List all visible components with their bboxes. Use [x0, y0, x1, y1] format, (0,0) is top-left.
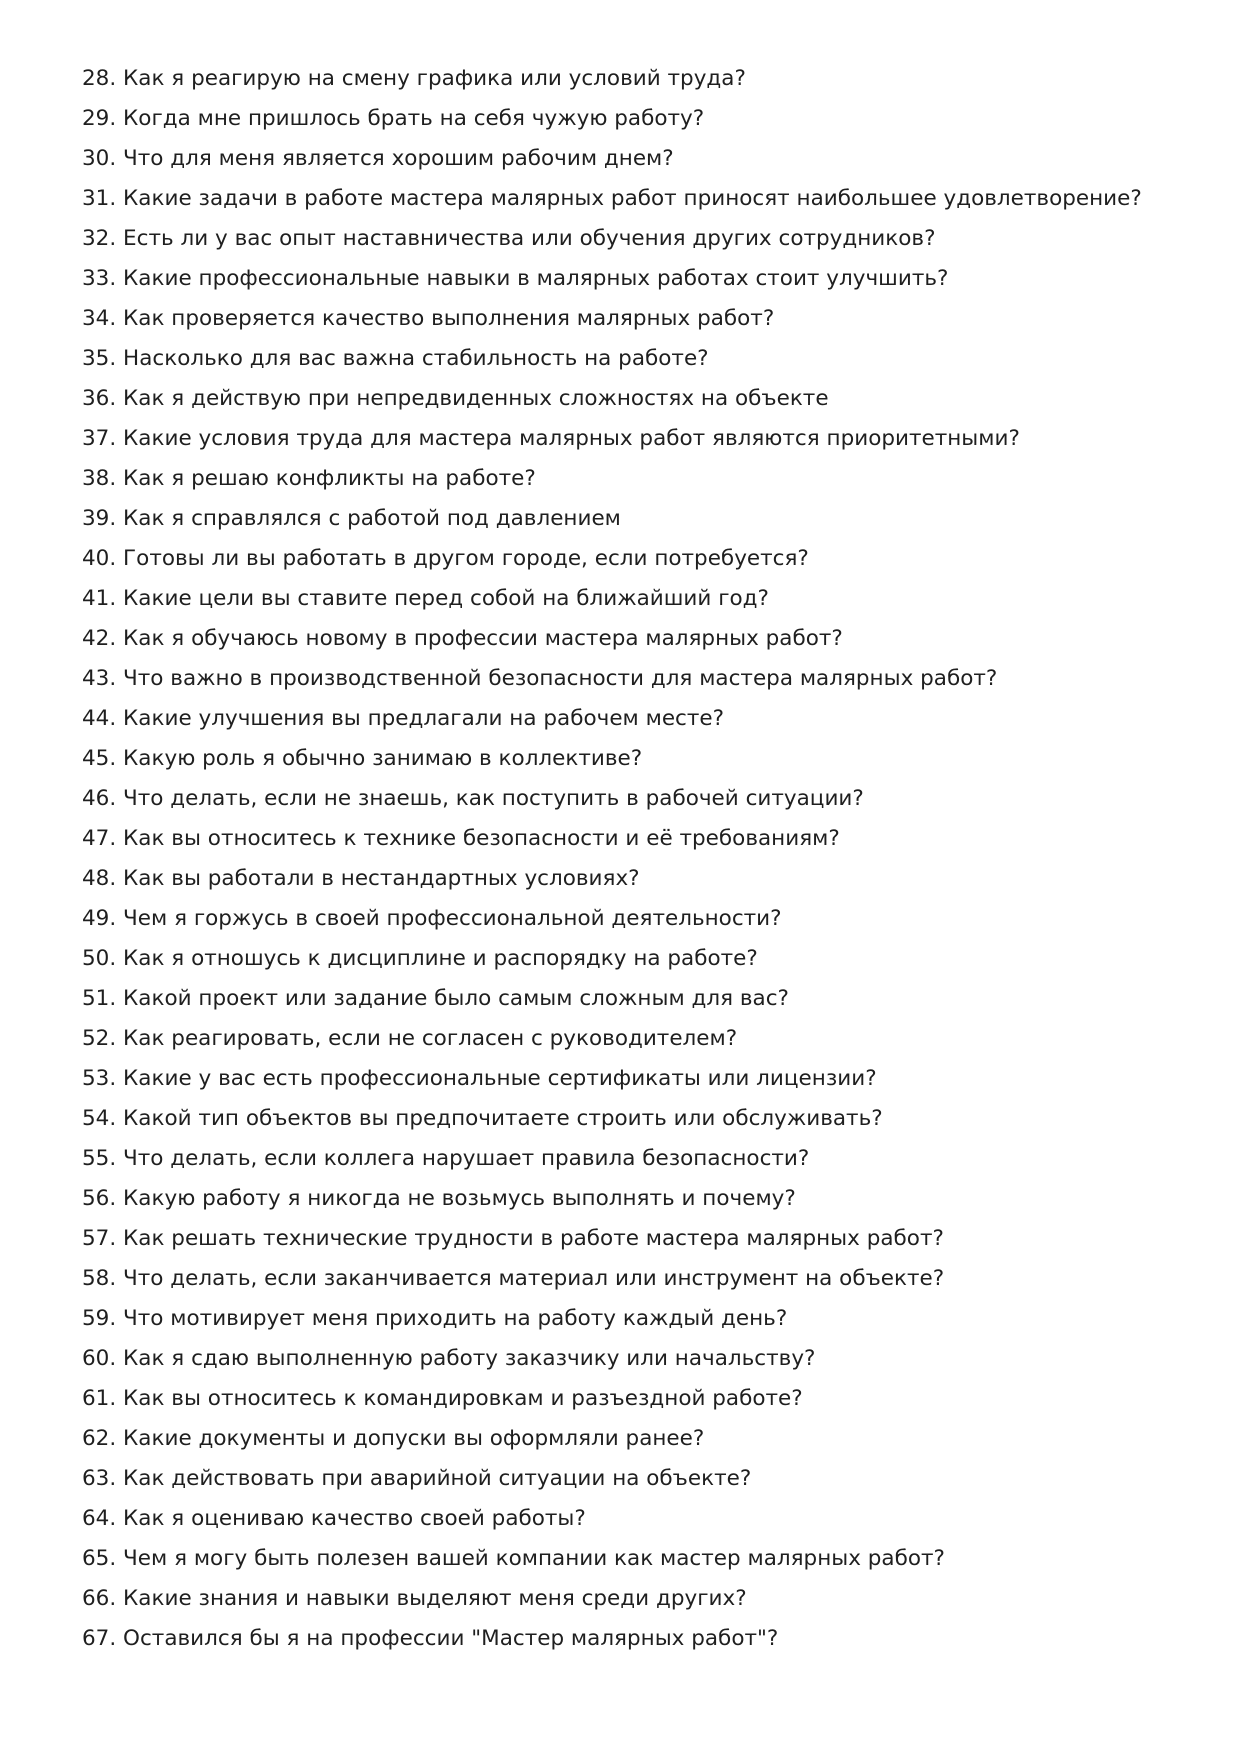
question-number: 54.: [82, 1106, 117, 1131]
question-item: [82, 379, 1142, 419]
question-number: 45.: [82, 746, 117, 771]
question-number: 59.: [82, 1306, 117, 1331]
question-number: 57.: [82, 1226, 117, 1251]
question-number: 31.: [82, 186, 117, 211]
question-item: [82, 299, 1142, 339]
question-text: Что делать, если заканчивается материал или инструмент на объекте?: [123, 1266, 945, 1291]
question-number: 39.: [82, 506, 117, 531]
question-number: 50.: [82, 946, 117, 971]
question-item: [82, 659, 1142, 699]
question-item: [82, 779, 1142, 819]
question-item: [82, 1499, 1142, 1539]
question-number: 42.: [82, 626, 117, 651]
question-number: 30.: [82, 146, 117, 171]
question-text: Какой тип объектов вы предпочитаете строить или обслуживать?: [123, 1106, 883, 1131]
question-text: Какие цели вы ставите перед собой на ближайший год?: [123, 586, 769, 611]
question-text: Какие знания и навыки выделяют меня среди других?: [123, 1586, 747, 1611]
question-item: [82, 1139, 1142, 1179]
question-text: Есть ли у вас опыт наставничества или обучения других сотрудников?: [123, 226, 936, 251]
question-item: [82, 179, 1142, 219]
question-text: Какие у вас есть профессиональные сертификаты или лицензии?: [123, 1066, 877, 1091]
question-number: 35.: [82, 346, 117, 371]
question-number: 65.: [82, 1546, 117, 1571]
question-text: Как вы относитесь к командировкам и разъездной работе?: [123, 1386, 803, 1411]
question-text: Как решать технические трудности в работе мастера малярных работ?: [123, 1226, 944, 1251]
question-text: Какие условия труда для мастера малярных работ являются приоритетными?: [123, 426, 1020, 451]
question-text: Что важно в производственной безопасности для мастера малярных работ?: [123, 666, 998, 691]
question-text: Чем я могу быть полезен вашей компании как мастер малярных работ?: [123, 1546, 945, 1571]
question-item: [82, 1459, 1142, 1499]
question-number: 43.: [82, 666, 117, 691]
question-number: 55.: [82, 1146, 117, 1171]
question-number: 36.: [82, 386, 117, 411]
question-item: [82, 819, 1142, 859]
question-item: [82, 1059, 1142, 1099]
question-item: [82, 539, 1142, 579]
question-text: Оставился бы я на профессии "Мастер малярных работ"?: [123, 1626, 779, 1651]
question-number: 52.: [82, 1026, 117, 1051]
question-text: Что для меня является хорошим рабочим днем?: [123, 146, 674, 171]
question-number: 28.: [82, 66, 117, 91]
question-item: [82, 1019, 1142, 1059]
question-item: [82, 1419, 1142, 1459]
question-item: [82, 1379, 1142, 1419]
question-text: Какие профессиональные навыки в малярных работах стоит улучшить?: [123, 266, 949, 291]
question-text: Что делать, если не знаешь, как поступить в рабочей ситуации?: [123, 786, 864, 811]
question-text: Как я действую при непредвиденных сложностях на объекте: [123, 386, 829, 411]
question-item: [82, 99, 1142, 139]
question-text: Когда мне пришлось брать на себя чужую работу?: [123, 106, 705, 131]
question-text: Как я справлялся с работой под давлением: [123, 506, 621, 531]
question-item: [82, 1539, 1142, 1579]
question-text: Как я оцениваю качество своей работы?: [123, 1506, 586, 1531]
question-text: Как действовать при аварийной ситуации на объекте?: [123, 1466, 752, 1491]
question-number: 46.: [82, 786, 117, 811]
question-item: [82, 579, 1142, 619]
question-number: 63.: [82, 1466, 117, 1491]
question-text: Какой проект или задание было самым сложным для вас?: [123, 986, 789, 1011]
question-item: [82, 499, 1142, 539]
question-text: Как проверяется качество выполнения малярных работ?: [123, 306, 775, 331]
question-text: Как вы относитесь к технике безопасности и её требованиям?: [123, 826, 840, 851]
question-number: 64.: [82, 1506, 117, 1531]
question-item: [82, 1579, 1142, 1619]
question-item: [82, 1099, 1142, 1139]
question-number: 49.: [82, 906, 117, 931]
question-number: 38.: [82, 466, 117, 491]
question-number: 48.: [82, 866, 117, 891]
question-text: Готовы ли вы работать в другом городе, если потребуется?: [123, 546, 809, 571]
question-text: Какие улучшения вы предлагали на рабочем месте?: [123, 706, 725, 731]
question-item: [82, 739, 1142, 779]
question-text: Что делать, если коллега нарушает правила безопасности?: [123, 1146, 810, 1171]
question-text: Как я отношусь к дисциплине и распорядку на работе?: [123, 946, 758, 971]
question-item: [82, 139, 1142, 179]
question-text: Как я решаю конфликты на работе?: [123, 466, 536, 491]
question-item: [82, 1299, 1142, 1339]
question-number: 34.: [82, 306, 117, 331]
question-number: 66.: [82, 1586, 117, 1611]
question-number: 47.: [82, 826, 117, 851]
question-item: [82, 1259, 1142, 1299]
question-number: 44.: [82, 706, 117, 731]
question-item: [82, 1219, 1142, 1259]
question-item: [82, 419, 1142, 459]
question-number: 40.: [82, 546, 117, 571]
question-number: 41.: [82, 586, 117, 611]
question-item: [82, 979, 1142, 1019]
question-number: 29.: [82, 106, 117, 131]
question-number: 61.: [82, 1386, 117, 1411]
question-text: Что мотивирует меня приходить на работу каждый день?: [123, 1306, 788, 1331]
question-item: [82, 1619, 1142, 1659]
question-item: [82, 899, 1142, 939]
question-number: 56.: [82, 1186, 117, 1211]
question-text: Какие задачи в работе мастера малярных работ приносят наибольшее удовлетворение?: [123, 186, 1142, 211]
question-number: 62.: [82, 1426, 117, 1451]
question-number: 37.: [82, 426, 117, 451]
question-number: 58.: [82, 1266, 117, 1291]
question-number: 33.: [82, 266, 117, 291]
question-item: [82, 939, 1142, 979]
question-text: Как вы работали в нестандартных условиях?: [123, 866, 640, 891]
question-number: 67.: [82, 1626, 117, 1651]
question-number: 51.: [82, 986, 117, 1011]
question-number: 60.: [82, 1346, 117, 1371]
question-item: [82, 619, 1142, 659]
question-text: Насколько для вас важна стабильность на работе?: [123, 346, 709, 371]
question-item: [82, 1339, 1142, 1379]
question-text: Как я реагирую на смену графика или условий труда?: [123, 66, 746, 91]
question-item: [82, 219, 1142, 259]
question-text: Как я сдаю выполненную работу заказчику или начальству?: [123, 1346, 816, 1371]
question-item: [82, 259, 1142, 299]
question-text: Чем я горжусь в своей профессиональной деятельности?: [123, 906, 782, 931]
question-item: [82, 699, 1142, 739]
question-list: [82, 59, 1142, 1659]
question-text: Какую работу я никогда не возьмусь выполнять и почему?: [123, 1186, 796, 1211]
question-item: [82, 59, 1142, 99]
question-text: Как реагировать, если не согласен с руководителем?: [123, 1026, 738, 1051]
question-number: 32.: [82, 226, 117, 251]
question-text: Какую роль я обычно занимаю в коллективе?: [123, 746, 643, 771]
question-item: [82, 459, 1142, 499]
question-item: [82, 1179, 1142, 1219]
question-item: [82, 339, 1142, 379]
question-item: [82, 859, 1142, 899]
question-number: 53.: [82, 1066, 117, 1091]
question-text: Как я обучаюсь новому в профессии мастера малярных работ?: [123, 626, 843, 651]
question-text: Какие документы и допуски вы оформляли ранее?: [123, 1426, 705, 1451]
